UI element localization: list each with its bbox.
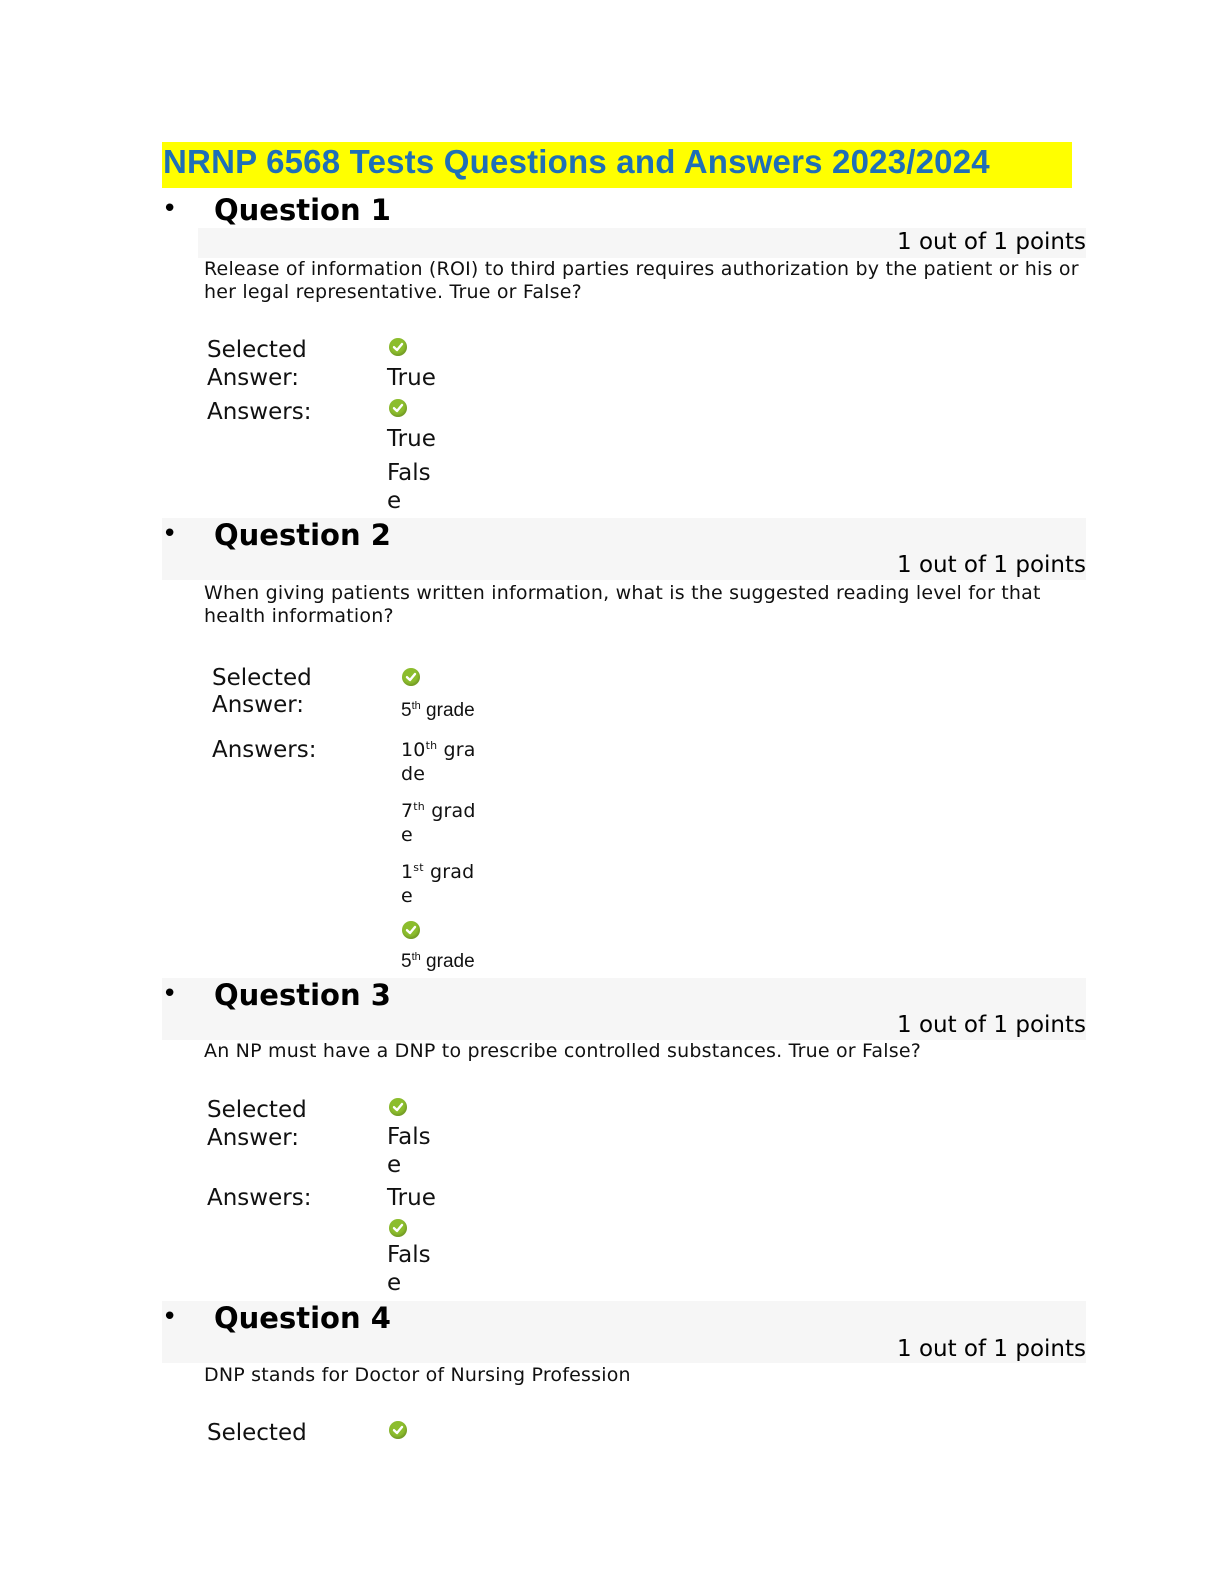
answer-option: True [387,426,436,452]
ordinal-suffix: th [425,739,438,752]
grade-word: grad [431,800,476,822]
answer-option [387,459,431,515]
selected-answer [387,1123,431,1179]
selected-answer-label [207,1096,307,1152]
selected-answer-label [207,336,307,392]
question-text: Release of information (ROI) to third parties requires authorization by the patient or his or her legal representative. True or False? [204,258,1079,303]
ordinal-suffix: th [411,951,421,963]
answers-label: Answers: [207,1185,312,1211]
label-line: Answer: [207,1125,300,1151]
check-circle-icon [402,668,420,686]
grade-word: grade [426,700,475,721]
selected-answer-label: Selected [207,1420,307,1446]
document-title-highlight [162,142,1072,188]
question-heading: Question 2 [214,518,391,552]
answer-line: e [401,885,413,907]
selected-answer-label [212,665,312,719]
answers-label: Answers: [212,737,317,763]
bullet: • [162,1302,178,1332]
bullet: • [162,519,178,549]
label-line: Selected [207,337,307,363]
check-circle-icon [389,1098,407,1116]
question-heading: Question 1 [214,193,391,227]
answer-line: de [401,763,426,785]
answer-option [401,795,476,847]
answer-line: e [401,824,413,846]
label-line: Selected [207,1097,307,1123]
selected-answer [401,694,475,723]
answer-line: e [387,488,402,514]
grade-number: 10 [401,739,426,761]
grade-number: 1 [401,861,414,883]
selected-answer: True [387,365,436,391]
answers-label: Answers: [207,399,312,425]
ordinal-suffix: st [413,861,424,874]
question-text: An NP must have a DNP to prescribe controlled substances. True or False? [204,1040,922,1062]
answer-option: True [387,1185,436,1211]
answer-line: Fals [387,1242,431,1268]
ordinal-suffix: th [413,800,425,813]
grade-number: 5 [401,700,412,721]
question-heading: Question 3 [214,978,391,1012]
answer-line: Fals [387,1124,431,1150]
check-circle-icon [389,338,407,356]
answer-line: e [387,1152,402,1178]
check-circle-icon [402,921,420,939]
question-text: When giving patients written information, what is the suggested reading level for that health information? [204,582,1041,627]
answer-option [401,945,475,974]
points-score: 1 out of 1 points [897,1012,1086,1038]
label-line: Selected [212,665,312,691]
grade-word: gra [443,739,476,761]
answer-option [387,1241,431,1297]
label-line: Answer: [212,692,305,718]
points-score: 1 out of 1 points [897,1336,1086,1362]
grade-word: grade [426,951,475,972]
ordinal-suffix: th [411,700,421,712]
points-score: 1 out of 1 points [897,552,1086,578]
check-circle-icon [389,1421,407,1439]
bullet: • [162,979,178,1009]
answer-option [401,734,476,786]
question-text: DNP stands for Doctor of Nursing Profession [204,1364,631,1386]
grade-word: grad [430,861,475,883]
check-circle-icon [389,399,407,417]
document-title: NRNP 6568 Tests Questions and Answers 2023/2024 [163,143,990,180]
answer-line: Fals [387,460,431,486]
bullet: • [162,194,178,224]
grade-number: 5 [401,951,412,972]
check-circle-icon [389,1219,407,1237]
label-line: Answer: [207,365,300,391]
points-score: 1 out of 1 points [897,229,1086,255]
answer-option [401,856,474,908]
answer-line: e [387,1270,402,1296]
question-heading: Question 4 [214,1301,391,1335]
grade-number: 7 [401,800,414,822]
